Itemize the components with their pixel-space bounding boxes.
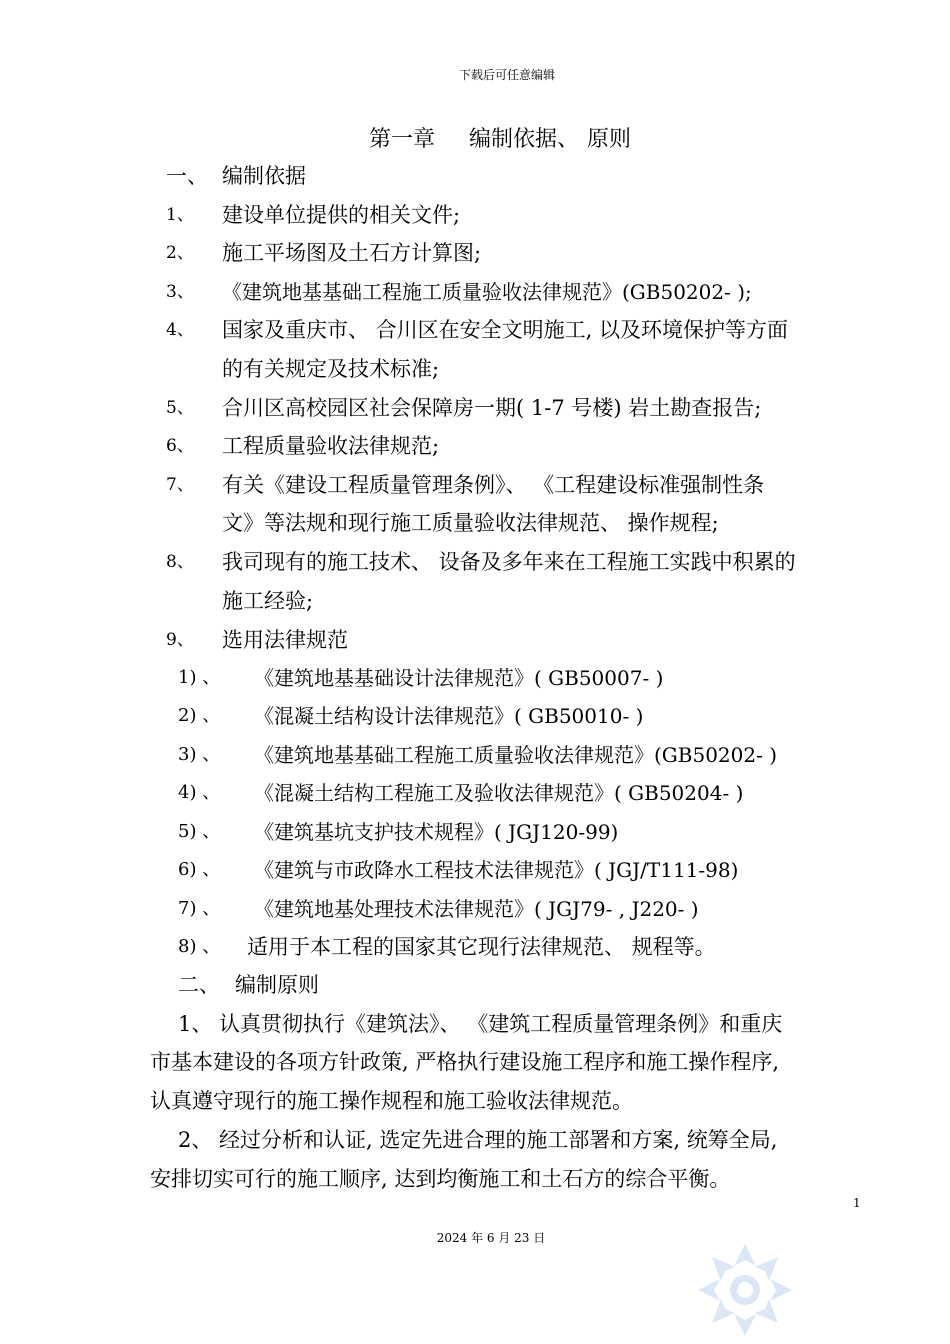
chapter-title (0, 122, 950, 153)
list-item (166, 432, 866, 460)
list-item (178, 818, 878, 846)
paragraph (150, 1126, 870, 1196)
list-item (178, 741, 878, 769)
standard-text: 《混凝土结构设计法律规范》( GB50010- ) (254, 704, 644, 728)
item-num: 6、 (166, 436, 194, 456)
item-text-continued: 施工经验; (222, 589, 314, 613)
item-text: 有关《建设工程质量管理条例》、 《工程建设标准强制性条 (222, 473, 765, 497)
list-item (178, 856, 878, 884)
paragraph-line: 认真遵守现行的施工操作规程和施工验收法律规范。 (150, 1089, 633, 1113)
paragraph-line: 安排切实可行的施工顺序, 达到均衡施工和土石方的综合平衡。 (150, 1167, 731, 1191)
list-item (178, 779, 878, 807)
list-item (166, 626, 866, 654)
standard-num: 3) 、 (178, 744, 221, 765)
standard-text: 《建筑地基处理技术法律规范》( JGJ79- , J220- ) (254, 897, 699, 921)
section2-num: 二、 (178, 973, 220, 997)
watermark-logo-icon (690, 1236, 800, 1344)
item-num: 5、 (166, 398, 194, 418)
list-item (166, 548, 866, 616)
item-num: 1、 (166, 205, 194, 225)
item-text: 国家及重庆市、 合川区在安全文明施工, 以及环境保护等方面 (222, 318, 789, 342)
paragraph-line: 2、 经过分析和认证, 选定先进合理的施工部署和方案, 统筹全局, (178, 1128, 778, 1152)
list-item (166, 394, 866, 422)
standard-text: 《混凝土结构工程施工及验收法律规范》( GB50204- ) (254, 781, 744, 805)
item-text: 合川区高校园区社会保障房一期( 1-7 号楼) 岩土勘查报告; (222, 396, 762, 420)
standard-num: 6) 、 (178, 859, 221, 880)
standard-num: 2) 、 (178, 705, 221, 726)
paragraph (150, 1010, 870, 1120)
page-number: 1 (853, 1196, 861, 1210)
item-text: 《建筑地基基础工程施工质量验收法律规范》(GB50202- ); (222, 280, 752, 304)
list-item (178, 702, 878, 730)
chapter-title-part1: 第一章 (368, 127, 435, 152)
standard-text: 适用于本工程的国家其它现行法律规范、 规程等。 (247, 935, 716, 959)
chapter-title-part2: 编制依据、 (468, 127, 579, 152)
item-text: 工程质量验收法律规范; (222, 434, 440, 458)
section1-text: 编制依据 (222, 164, 306, 188)
list-item (166, 316, 866, 384)
list-item (178, 664, 878, 692)
footer-date: 2024 年 6 月 23 日 (436, 1231, 546, 1245)
item-text: 选用法律规范 (222, 628, 348, 652)
item-text: 施工平场图及土石方计算图; (222, 241, 482, 265)
list-item (166, 239, 866, 267)
item-num: 7、 (166, 475, 194, 495)
section1-heading (166, 162, 366, 190)
paragraph-line: 市基本建设的各项方针政策, 严格执行建设施工程序和施工操作程序, (150, 1050, 780, 1074)
list-item (178, 895, 878, 923)
standard-num: 7) 、 (178, 898, 221, 919)
standard-text: 《建筑地基基础工程施工质量验收法律规范》(GB50202- ) (254, 743, 778, 767)
section2-text: 编制原则 (235, 973, 319, 997)
section2-heading (178, 971, 378, 999)
item-num: 9、 (166, 630, 194, 650)
item-text: 建设单位提供的相关文件; (222, 203, 461, 227)
chapter-title-part3: 原则 (587, 127, 632, 152)
list-item (166, 471, 866, 539)
item-num: 8、 (166, 552, 194, 572)
item-text-continued: 的有关规定及技术标准; (222, 357, 440, 381)
standard-text: 《建筑与市政降水工程技术法律规范》( JGJ/T111-98) (254, 858, 739, 882)
standard-num: 5) 、 (178, 821, 221, 842)
list-item (166, 278, 866, 306)
item-text: 我司现有的施工技术、 设备及多年来在工程施工实践中积累的 (222, 550, 796, 574)
item-text-continued: 文》等法规和现行施工质量验收法律规范、 操作规程; (222, 511, 719, 535)
item-num: 2、 (166, 243, 194, 263)
standard-text: 《建筑基坑支护技术规程》( JGJ120-99) (254, 820, 619, 844)
item-num: 3、 (166, 282, 194, 302)
standard-num: 8) 、 (178, 936, 221, 957)
list-item (166, 201, 866, 229)
standard-num: 1) 、 (178, 667, 221, 688)
item-num: 4、 (166, 320, 194, 340)
standard-text: 《建筑地基基础设计法律规范》( GB50007- ) (254, 666, 664, 690)
standard-num: 4) 、 (178, 782, 221, 803)
paragraph-line: 1、 认真贯彻执行《建筑法》、 《建筑工程质量管理条例》和重庆 (178, 1012, 783, 1036)
list-item (178, 933, 878, 961)
header-note: 下载后可任意编辑 (458, 68, 555, 82)
section1-num: 一、 (166, 164, 208, 188)
